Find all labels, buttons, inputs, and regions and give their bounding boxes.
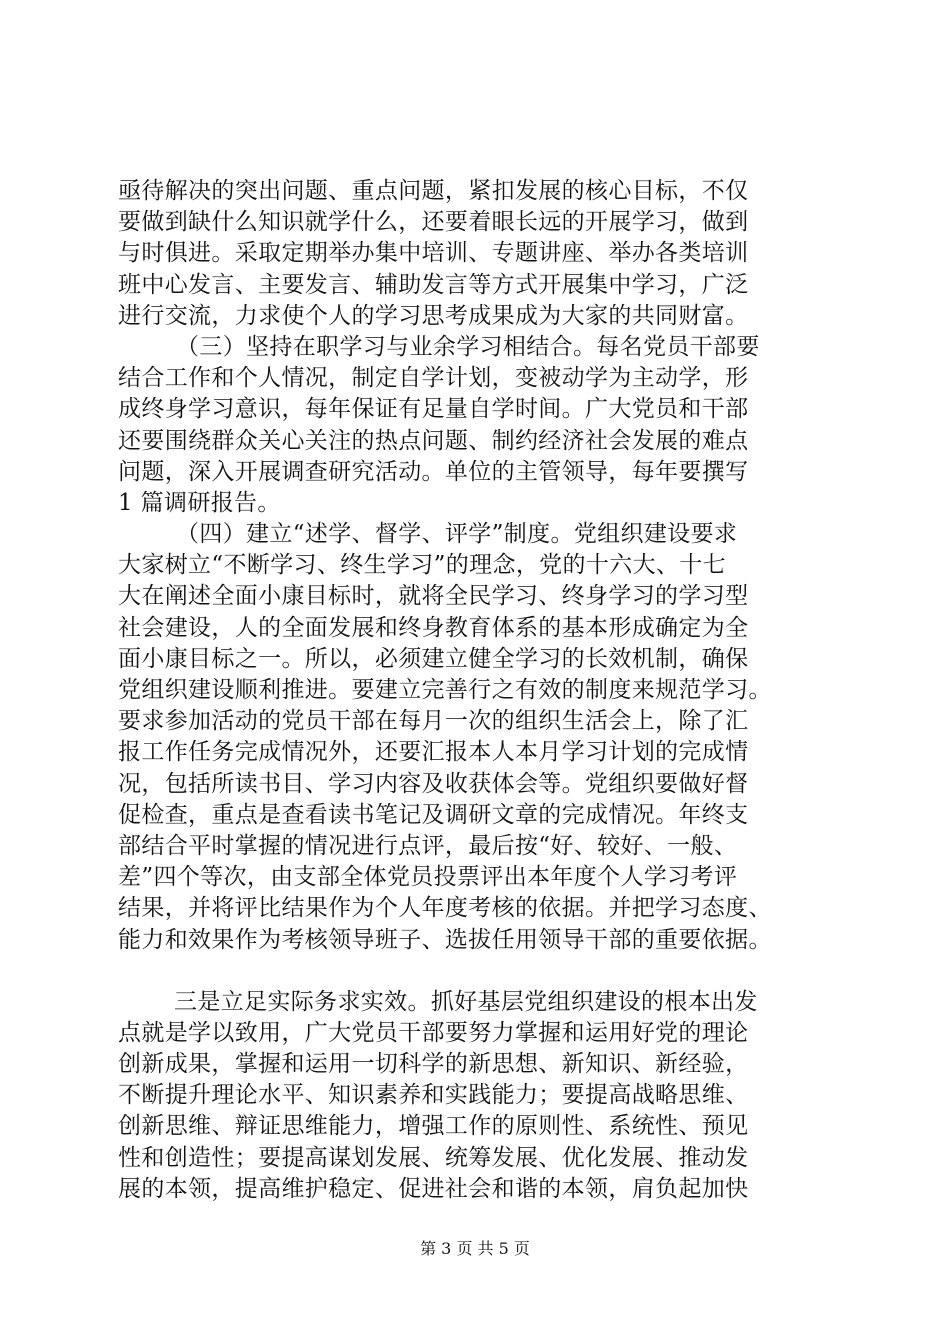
text-line: 性和创造性；要提高谋划发展、统筹发展、优化发展、推动发 — [118, 1144, 749, 1171]
text-line: 与时俱进。采取定期举办集中培训、专题讲座、举办各类培训 — [118, 240, 749, 267]
page-footer — [0, 1238, 950, 1260]
text-line: 不断提升理论水平、知识素养和实践能力；要提高战略思维、 — [118, 1082, 749, 1109]
text-line: 大在阐述全面小康目标时，就将全民学习、终身学习的学习型 — [118, 583, 749, 610]
text-line: 创新成果，掌握和运用一切科学的新思想、新知识、新经验， — [118, 1051, 749, 1078]
text-line: 面小康目标之一。所以，必须建立健全学习的长效机制，确保 — [118, 645, 749, 672]
paragraph-3 — [118, 519, 858, 956]
text-line: 要做到缺什么知识就学什么，还要着眼长远的开展学习，做到 — [118, 209, 749, 236]
text-line: 创新思维、辩证思维能力，增强工作的原则性、系统性、预见 — [118, 1113, 749, 1140]
page-number: 第 3 页 共 5 页 — [420, 1239, 530, 1258]
text-line: 党组织建设顺利推进。要建立完善行之有效的制度来规范学习。 — [118, 677, 772, 703]
text-line: 还要围绕群众关心关注的热点问题、制约经济社会发展的难点 — [118, 427, 749, 454]
text-line: （三）坚持在职学习与业余学习相结合。每名党员干部要 — [176, 333, 760, 360]
text-line: 问题，深入开展调查研究活动。单位的主管领导，每年要撰写 — [118, 458, 749, 485]
text-line: 进行交流，力求使个人的学习思考成果成为大家的共同财富。 — [118, 302, 749, 329]
paragraph-gap — [118, 956, 858, 987]
text-line: 况，包括所读书目、学习内容及收获体会等。党组织要做好督 — [118, 770, 749, 797]
text-line: 要求参加活动的党员干部在每月一次的组织生活会上，除了汇 — [118, 708, 749, 735]
text-line: 结合工作和个人情况，制定自学计划，变被动学为主动学，形 — [118, 365, 749, 392]
text-line: 能力和效果作为考核领导班子、选拔任用领导干部的重要依据。 — [118, 926, 772, 953]
paragraph-4 — [118, 987, 858, 1205]
text-line: 社会建设，人的全面发展和终身教育体系的基本形成确定为全 — [118, 614, 749, 641]
text-line: 亟待解决的突出问题、重点问题，紧扣发展的核心目标，不仅 — [118, 178, 749, 204]
text-line: 部结合平时掌握的情况进行点评，最后按“好、较好、一般、 — [118, 832, 738, 859]
text-line: 1 篇调研报告。 — [118, 489, 281, 516]
text-line: 点就是学以致用，广大党员干部要努力掌握和运用好党的理论 — [118, 1019, 749, 1046]
text-line: 展的本领，提高维护稳定、促进社会和谐的本领，肩负起加快 — [118, 1175, 749, 1202]
document-body — [118, 176, 858, 1205]
text-line: 成终身学习意识，每年保证有足量自学时间。广大党员和干部 — [118, 396, 749, 423]
text-line: 报工作任务完成情况外，还要汇报本人本月学习计划的完成情 — [118, 739, 749, 766]
text-line: （四）建立“述学、督学、评学”制度。党组织建设要求 — [176, 521, 738, 548]
text-line: 大家树立“不断学习、终生学习”的理念，党的十六大、十七 — [118, 552, 726, 579]
text-line: 班中心发言、主要发言、辅助发言等方式开展集中学习，广泛 — [118, 271, 749, 298]
text-line: 结果，并将评比结果作为个人年度考核的依据。并把学习态度、 — [118, 895, 772, 922]
text-line: 差”四个等次，由支部全体党员投票评出本年度个人学习考评 — [118, 864, 738, 891]
text-line: 促检查，重点是查看读书笔记及调研文章的完成情况。年终支 — [118, 801, 749, 828]
text-line: 三是立足实际务求实效。抓好基层党组织建设的根本出发 — [174, 988, 758, 1015]
paragraph-2 — [118, 332, 858, 519]
paragraph-1 — [118, 176, 858, 332]
